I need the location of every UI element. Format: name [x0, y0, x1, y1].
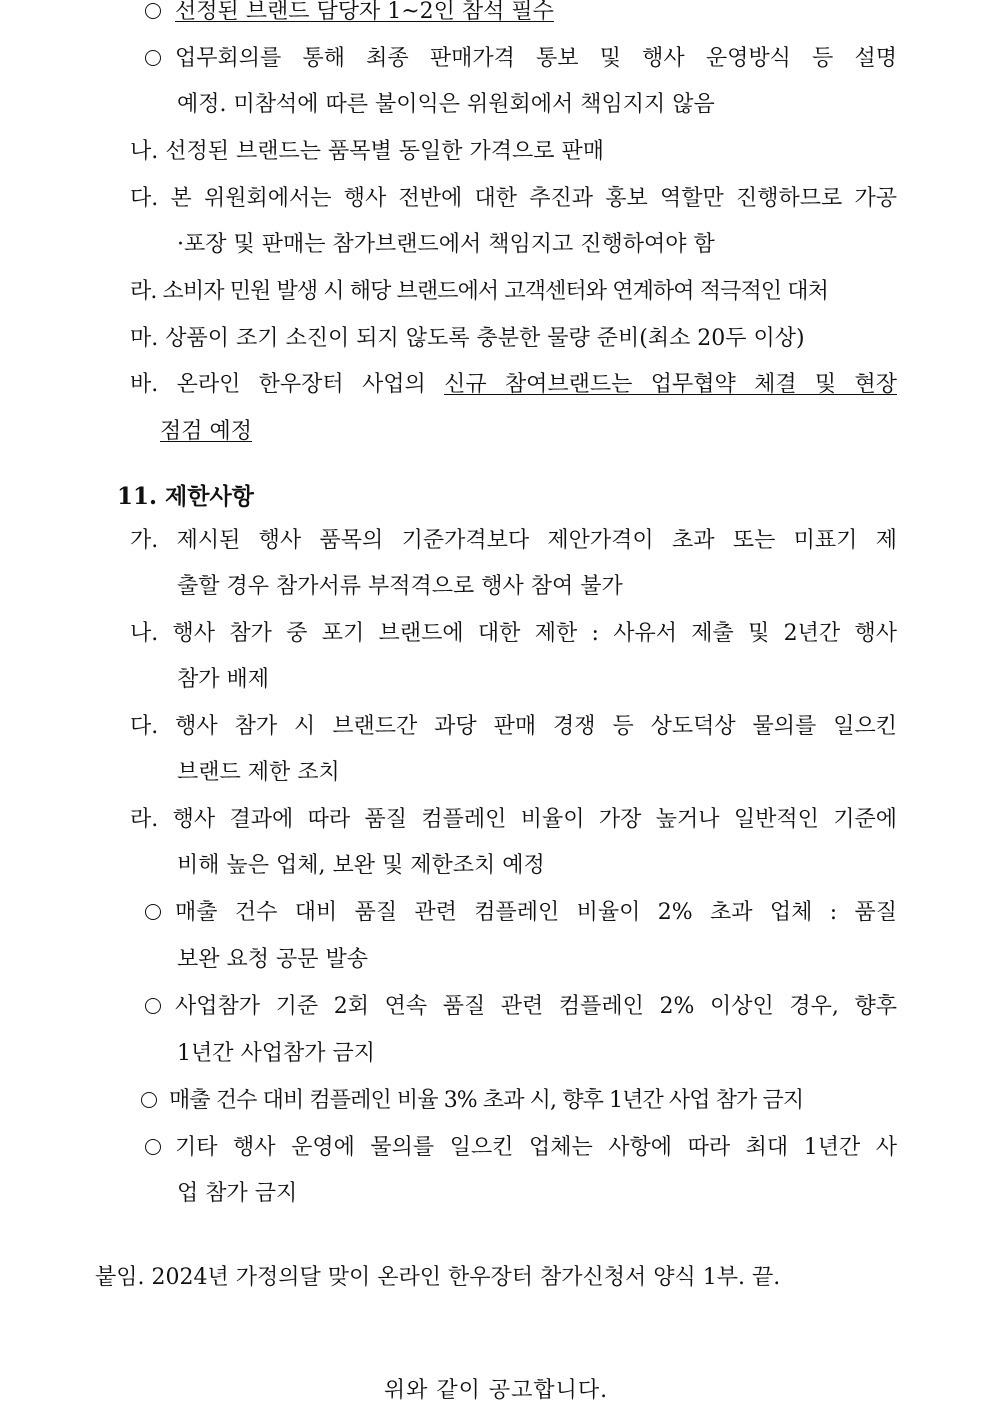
bullet-item	[145, 992, 897, 1022]
bullet-text: 기타 행사 운영에 물의를 일으킨 업체는 사항에 따라 최대 1년간 사	[175, 1135, 897, 1160]
list-item-na-continuation: 참가 배제	[177, 667, 270, 692]
bullet-item	[145, 44, 897, 74]
bullet-text: 사업참가 기준 2회 연속 품질 관련 컴플레인 2% 이상인 경우, 향후	[175, 994, 897, 1019]
bullet-item	[145, 898, 897, 928]
bullet-text: 매출 건수 대비 품질 관련 컴플레인 비율이 2% 초과 업체 : 품질	[175, 900, 897, 925]
bullet-continuation: 보완 요청 공문 발송	[177, 947, 368, 972]
circle-bullet-icon	[141, 1092, 157, 1108]
bullet-text: 선정된 브랜드 담당자 1~2인 참석 필수	[175, 0, 554, 24]
list-item-na: 나. 선정된 브랜드는 품목별 동일한 가격으로 판매	[130, 139, 604, 164]
list-item-ba	[130, 370, 897, 400]
list-item-da-continuation: ·포장 및 판매는 참가브랜드에서 책임지고 진행하여야 함	[177, 232, 715, 257]
closing-statement: 위와 같이 공고합니다.	[383, 1378, 609, 1403]
list-item-ma: 마. 상품이 조기 소진이 되지 않도록 충분한 물량 준비(최소 20두 이상)	[130, 326, 805, 351]
list-item-na: 나. 행사 참가 중 포기 브랜드에 대한 제한 : 사유서 제출 및 2년간 행사	[130, 621, 897, 646]
bullet-text: 매출 건수 대비 컴플레인 비율 3% 초과 시, 향후 1년간 사업 참가 금지	[169, 1088, 804, 1113]
list-item-ba-continuation: 점검 예정	[160, 419, 253, 444]
bullet-item	[145, 0, 554, 27]
section-heading: 11. 제한사항	[117, 483, 254, 510]
bullet-continuation: 업 참가 금지	[177, 1181, 298, 1206]
list-item-da: 다. 행사 참가 시 브랜드간 과당 판매 경쟁 등 상도덕상 물의를 일으킨	[130, 714, 897, 739]
list-item-da-continuation: 브랜드 제한 조치	[177, 760, 340, 785]
circle-bullet-icon	[145, 1139, 161, 1155]
list-item-ba-underlined: 신규 참여브랜드는 업무협약 체결 및 현장	[444, 372, 897, 397]
attachment-note: 붙임. 2024년 가정의달 맞이 온라인 한우장터 참가신청서 양식 1부. 끝.	[95, 1265, 781, 1290]
bullet-item	[145, 1133, 897, 1163]
circle-bullet-icon	[145, 50, 161, 66]
list-item-ba-prefix: 바. 온라인 한우장터 사업의	[130, 372, 426, 397]
circle-bullet-icon	[145, 998, 161, 1014]
bullet-item	[141, 1086, 803, 1116]
list-item-ra: 라. 행사 결과에 따라 품질 컴플레인 비율이 가장 높거나 일반적인 기준에	[130, 807, 897, 832]
circle-bullet-icon	[145, 904, 161, 920]
list-item-ra: 라. 소비자 민원 발생 시 해당 브랜드에서 고객센터와 연계하여 적극적인 대처	[130, 279, 828, 304]
bullet-text: 업무회의를 통해 최종 판매가격 통보 및 행사 운영방식 등 설명	[175, 46, 897, 71]
circle-bullet-icon	[145, 3, 161, 19]
list-item-ra-continuation: 비해 높은 업체, 보완 및 제한조치 예정	[177, 853, 545, 878]
bullet-continuation: 1년간 사업참가 금지	[177, 1041, 375, 1066]
list-item-ga: 가. 제시된 행사 품목의 기준가격보다 제안가격이 초과 또는 미표기 제	[130, 528, 897, 553]
bullet-continuation: 예정. 미참석에 따른 불이익은 위원회에서 책임지지 않음	[177, 92, 715, 117]
list-item-ga-continuation: 출할 경우 참가서류 부적격으로 행사 참여 불가	[177, 574, 623, 599]
list-item-da: 다. 본 위원회에서는 행사 전반에 대한 추진과 홍보 역할만 진행하므로 가공	[130, 186, 897, 211]
